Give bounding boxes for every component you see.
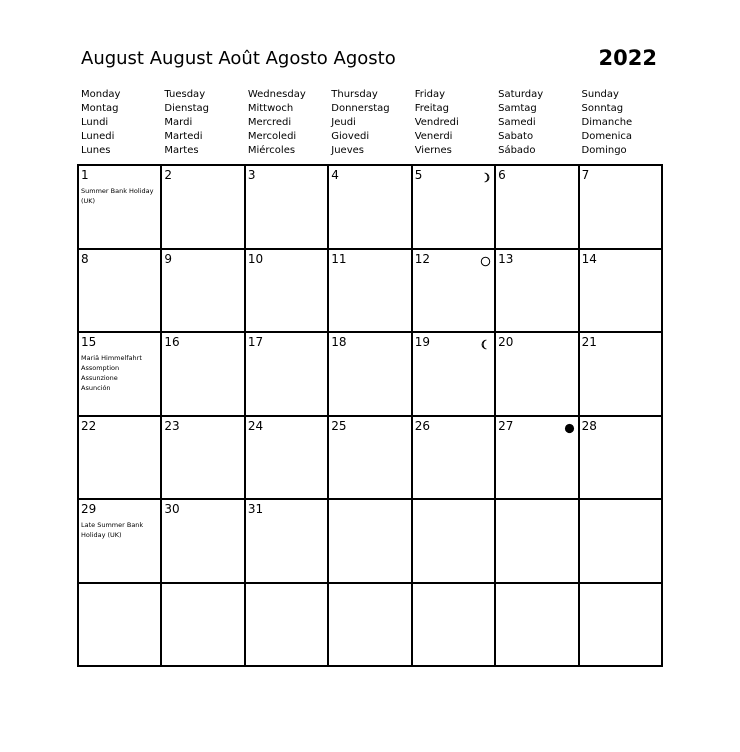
holiday-line: Holiday (UK)	[81, 531, 122, 539]
month-title: August August Août Agosto Agosto	[81, 48, 396, 69]
empty-day-cell	[496, 500, 579, 584]
weekday-label: Martedi	[164, 131, 203, 142]
day-cell-17	[246, 333, 329, 417]
day-number: 17	[247, 335, 264, 349]
day-number: 20	[498, 335, 514, 349]
new-moon-icon	[564, 419, 575, 430]
day-number: 21	[581, 335, 597, 349]
holiday-line: Mariä Himmelfahrt	[81, 354, 142, 362]
day-number: 27	[498, 418, 514, 433]
empty-day-cell	[580, 500, 663, 584]
weekday-label: Giovedi	[331, 131, 370, 142]
weekday-label: Lunes	[81, 145, 111, 156]
day-number: 6	[498, 168, 506, 182]
empty-day-cell	[246, 584, 329, 668]
day-number: 3	[247, 168, 256, 182]
full-moon-icon	[480, 252, 491, 263]
day-cell-24	[246, 417, 329, 501]
day-cell-5	[413, 166, 496, 250]
day-cell-11	[329, 250, 412, 334]
day-number: 12	[414, 251, 430, 266]
last-quarter-moon-icon	[480, 335, 491, 346]
weekday-label: Sábado	[498, 145, 536, 156]
day-cell-6	[496, 166, 579, 250]
day-number: 8	[81, 251, 89, 266]
day-number: 15	[81, 335, 97, 349]
day-cell-21	[580, 333, 663, 417]
day-number: 23	[164, 418, 180, 433]
day-cell-25	[329, 417, 412, 501]
holiday-note	[81, 520, 159, 540]
holiday-line: Summer Bank Holiday	[81, 187, 154, 195]
day-cell-22	[79, 417, 162, 501]
day-cell-13	[496, 250, 579, 334]
weekday-label: Viernes	[414, 145, 452, 156]
weekday-label: Tuesday	[164, 89, 206, 100]
day-cell-23	[162, 417, 245, 501]
day-number: 29	[81, 502, 97, 516]
day-number: 2	[164, 168, 173, 182]
weekday-label: Mercredi	[247, 117, 292, 128]
day-cell-2	[162, 166, 245, 250]
weekday-label: Dimanche	[581, 117, 633, 128]
weekday-label: Mardi	[164, 117, 193, 128]
calendar-grid	[77, 164, 663, 667]
weekday-column	[161, 88, 244, 158]
weekday-label: Samedi	[498, 117, 536, 128]
day-cell-8	[79, 250, 162, 334]
empty-day-cell	[580, 584, 663, 668]
weekday-column	[328, 88, 411, 158]
empty-day-cell	[413, 500, 496, 584]
day-cell-28	[580, 417, 663, 501]
weekday-label: Freitag	[414, 103, 449, 114]
day-number: 28	[581, 418, 597, 433]
holiday-line: Assunzione	[81, 374, 118, 382]
weekday-label: Thursday	[331, 89, 378, 100]
holiday-note	[81, 353, 159, 393]
weekday-label: Montag	[81, 103, 119, 114]
day-number: 5	[414, 168, 423, 182]
weekday-label: Domenica	[581, 131, 632, 142]
day-cell-9	[162, 250, 245, 334]
day-number: 9	[164, 251, 173, 266]
weekday-label: Jeudi	[331, 117, 356, 128]
day-number: 18	[331, 335, 347, 349]
day-cell-1	[79, 166, 162, 250]
weekday-label: Donnerstag	[331, 103, 390, 114]
day-cell-12	[413, 250, 496, 334]
weekday-label: Martes	[164, 145, 199, 156]
holiday-note	[81, 186, 159, 206]
weekday-column	[245, 88, 328, 158]
weekday-label: Wednesday	[247, 89, 306, 100]
holiday-line: Late Summer Bank	[81, 521, 144, 529]
empty-day-cell	[162, 584, 245, 668]
day-number: 4	[331, 168, 339, 182]
day-cell-18	[329, 333, 412, 417]
day-cell-20	[496, 333, 579, 417]
empty-day-cell	[496, 584, 579, 668]
day-cell-10	[246, 250, 329, 334]
day-cell-29	[79, 500, 162, 584]
day-cell-27	[496, 417, 579, 501]
first-quarter-moon-icon	[480, 168, 491, 179]
day-cell-30	[162, 500, 245, 584]
weekday-column	[412, 88, 495, 158]
day-number: 13	[498, 251, 514, 266]
day-number: 24	[247, 418, 264, 433]
day-number: 30	[164, 502, 180, 516]
weekday-label: Friday	[414, 89, 445, 100]
weekday-label: Sonntag	[581, 103, 624, 114]
empty-day-cell	[79, 584, 162, 668]
day-number: 10	[247, 251, 264, 266]
weekday-label: Miércoles	[247, 145, 296, 156]
weekday-label: Sabato	[498, 131, 534, 142]
weekday-label: Dienstag	[164, 103, 209, 114]
weekday-column	[495, 88, 578, 158]
day-cell-7	[580, 166, 663, 250]
weekday-label: Lunedi	[81, 131, 115, 142]
day-number: 31	[247, 502, 264, 516]
weekday-label: Lundi	[81, 117, 109, 128]
day-cell-31	[246, 500, 329, 584]
day-cell-16	[162, 333, 245, 417]
weekday-label: Mittwoch	[247, 103, 294, 114]
day-number: 26	[414, 418, 430, 433]
empty-day-cell	[329, 584, 412, 668]
weekday-label: Sunday	[581, 89, 619, 100]
weekday-label: Samtag	[498, 103, 537, 114]
empty-day-cell	[329, 500, 412, 584]
weekday-label: Monday	[81, 89, 121, 100]
weekday-label: Vendredi	[414, 117, 459, 128]
holiday-line: (UK)	[81, 197, 96, 205]
weekday-column	[579, 88, 662, 158]
day-number: 16	[164, 335, 180, 349]
day-cell-4	[329, 166, 412, 250]
weekday-label: Venerdi	[414, 131, 453, 142]
day-cell-15	[79, 333, 162, 417]
weekday-label: Domingo	[581, 145, 627, 156]
holiday-line: Assomption	[81, 364, 120, 372]
day-cell-19	[413, 333, 496, 417]
day-cell-14	[580, 250, 663, 334]
weekday-label: Jueves	[331, 145, 364, 156]
weekday-label: Mercoledi	[247, 131, 297, 142]
weekday-column	[78, 88, 161, 158]
day-number: 22	[81, 418, 97, 433]
day-cell-3	[246, 166, 329, 250]
day-number: 1	[81, 168, 89, 182]
day-cell-26	[413, 417, 496, 501]
day-number: 25	[331, 418, 347, 433]
weekday-label: Saturday	[498, 89, 544, 100]
day-number: 14	[581, 251, 597, 266]
empty-day-cell	[413, 584, 496, 668]
day-number: 19	[414, 335, 430, 349]
weekday-header	[78, 88, 662, 158]
year-label: 2022	[598, 46, 657, 70]
holiday-line: Asunción	[81, 384, 111, 392]
day-number: 11	[331, 251, 347, 266]
day-number: 7	[581, 168, 590, 182]
